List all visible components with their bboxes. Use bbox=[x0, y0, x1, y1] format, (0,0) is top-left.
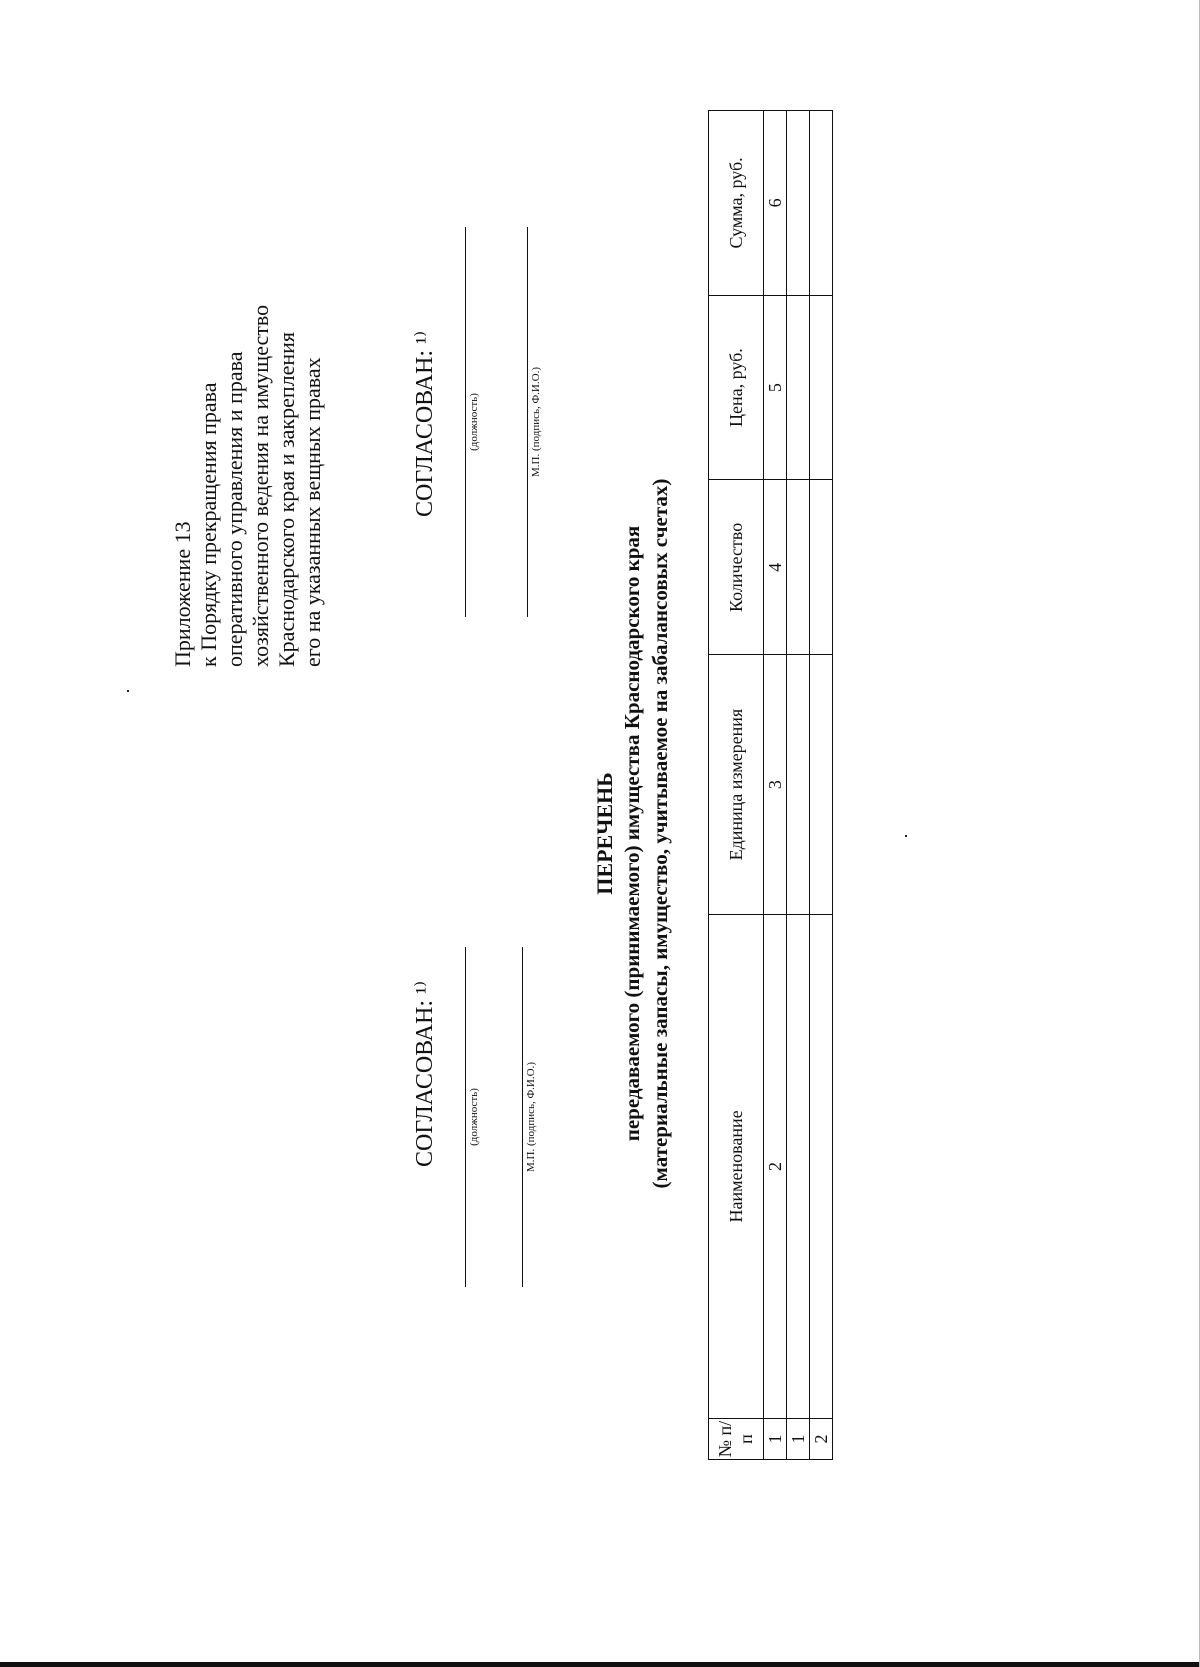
table-cell bbox=[810, 480, 833, 655]
approval-left-signature-line bbox=[522, 947, 523, 1287]
table-cell bbox=[787, 480, 810, 655]
document-title: ПЕРЕЧЕНЬ bbox=[592, 772, 617, 895]
approval-right-title: СОГЛАСОВАН: ¹⁾ bbox=[412, 330, 438, 517]
column-header-quantity: Количество bbox=[709, 480, 764, 655]
table-cell bbox=[810, 914, 833, 1418]
approval-left-position-line bbox=[465, 947, 466, 1287]
table-cell bbox=[810, 655, 833, 915]
appendix-line: к Порядку прекращения права bbox=[196, 382, 221, 667]
scan-speck bbox=[905, 835, 907, 837]
appendix-line: оперативного управления и права bbox=[222, 351, 247, 667]
approval-right-position-line bbox=[465, 227, 466, 617]
appendix-reference bbox=[170, 67, 326, 667]
scan-edge-bottom bbox=[0, 1662, 1200, 1667]
column-header-sum: Сумма, руб. bbox=[709, 111, 764, 296]
table-cell bbox=[787, 295, 810, 480]
appendix-line: Приложение 13 bbox=[170, 521, 195, 667]
approval-left-signature-caption: М.П. (подпись, Ф.И.О.) bbox=[525, 1062, 537, 1172]
appendix-line: его на указанных вещных правах bbox=[300, 357, 325, 667]
approval-right-signature-line bbox=[527, 227, 528, 617]
table-cell: 6 bbox=[764, 111, 787, 296]
table-row bbox=[810, 111, 833, 1460]
approval-left-title: СОГЛАСОВАН: ¹⁾ bbox=[412, 980, 438, 1167]
table-cell: 3 bbox=[764, 655, 787, 915]
approval-left-position-caption: (должность) bbox=[468, 1088, 480, 1146]
document-subtitle-line-2: (материальные запасы, имущество, учитываемое на забалансовых счетах) bbox=[648, 478, 672, 1189]
table-cell bbox=[787, 111, 810, 296]
table-cell: 2 bbox=[810, 1419, 833, 1460]
table-header-row bbox=[709, 111, 764, 1460]
table-row bbox=[787, 111, 810, 1460]
column-header-unit: Единица измерения bbox=[709, 655, 764, 915]
approval-right-signature-caption: М.П. (подпись, Ф.И.О.) bbox=[530, 367, 542, 477]
table-cell bbox=[810, 295, 833, 480]
column-header-price: Цена, руб. bbox=[709, 295, 764, 480]
table-row bbox=[764, 111, 787, 1460]
property-list-table bbox=[708, 110, 833, 1460]
appendix-line: хозяйственного ведения на имущество bbox=[248, 304, 273, 667]
table-cell bbox=[787, 655, 810, 915]
table-cell: 4 bbox=[764, 480, 787, 655]
appendix-line: Краснодарского края и закрепления bbox=[274, 331, 299, 667]
column-header-number: № п/п bbox=[709, 1419, 764, 1460]
table-cell: 5 bbox=[764, 295, 787, 480]
approval-right-position-caption: (должность) bbox=[468, 393, 480, 451]
scan-speck bbox=[127, 690, 129, 692]
table-cell: 2 bbox=[764, 914, 787, 1418]
column-header-name: Наименование bbox=[709, 914, 764, 1418]
table-cell: 1 bbox=[787, 1419, 810, 1460]
table-cell bbox=[787, 914, 810, 1418]
document-subtitle-line-1: передаваемого (принимаемого) имущества Краснодарского края bbox=[620, 525, 644, 1142]
table-cell bbox=[810, 111, 833, 296]
table-cell: 1 bbox=[764, 1419, 787, 1460]
